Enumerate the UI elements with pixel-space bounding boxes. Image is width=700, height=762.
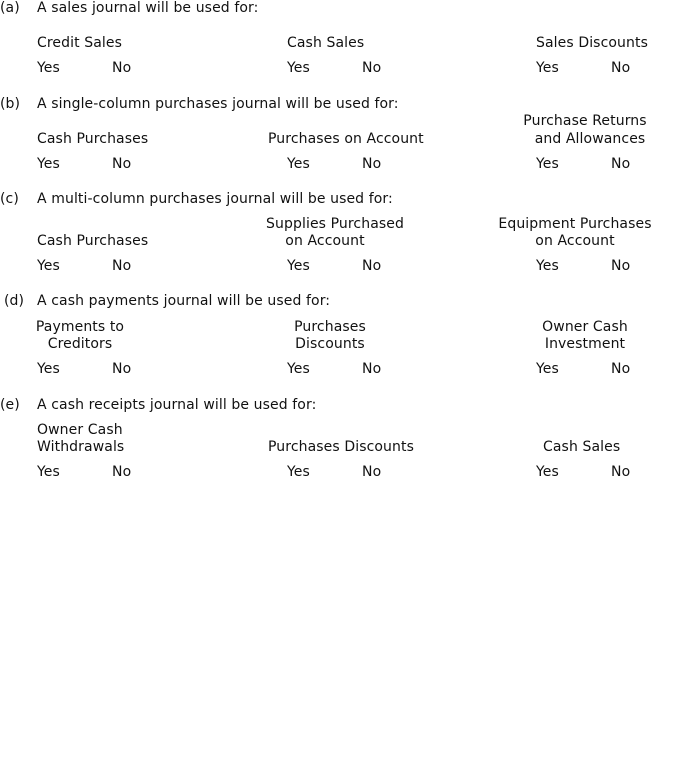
- item-label-cash-sales: Cash Sales: [287, 35, 365, 51]
- no-option[interactable]: No: [611, 258, 631, 274]
- section-letter: (a): [0, 0, 20, 16]
- no-option[interactable]: No: [112, 361, 132, 377]
- item-label-equipment-purchases-line1: Equipment Purchases: [498, 216, 652, 232]
- item-label-purchase-returns-line2: and Allowances: [534, 131, 646, 147]
- yes-option[interactable]: Yes: [536, 258, 559, 274]
- yes-option[interactable]: Yes: [287, 60, 310, 76]
- section-letter: (e): [0, 397, 20, 413]
- item-label-cash-purchases: Cash Purchases: [37, 131, 149, 147]
- item-label-cash-purchases: Cash Purchases: [37, 233, 149, 249]
- item-label-purchases-discounts-line2: Discounts: [295, 336, 365, 352]
- section-letter: (c): [0, 191, 19, 207]
- yes-option[interactable]: Yes: [287, 464, 310, 480]
- item-label-sales-discounts: Sales Discounts: [536, 35, 648, 51]
- question-text: A multi-column purchases journal will be used for:: [37, 191, 393, 207]
- no-option[interactable]: No: [112, 60, 132, 76]
- yes-option[interactable]: Yes: [287, 361, 310, 377]
- no-option[interactable]: No: [611, 361, 631, 377]
- item-label-payments-to-creditors-line2: Creditors: [47, 336, 113, 352]
- yes-option[interactable]: Yes: [536, 60, 559, 76]
- no-option[interactable]: No: [362, 156, 382, 172]
- item-label-owner-cash-withdrawals-line2: Withdrawals: [37, 439, 125, 455]
- item-label-supplies-purchased-line1: Supplies Purchased: [266, 216, 404, 232]
- item-label-owner-cash-investment-line1: Owner Cash: [542, 319, 628, 335]
- yes-option[interactable]: Yes: [536, 464, 559, 480]
- no-option[interactable]: No: [112, 464, 132, 480]
- no-option[interactable]: No: [611, 156, 631, 172]
- yes-option[interactable]: Yes: [536, 156, 559, 172]
- no-option[interactable]: No: [362, 60, 382, 76]
- item-label-purchases-discounts: Purchases Discounts: [268, 439, 414, 455]
- no-option[interactable]: No: [112, 156, 132, 172]
- item-label-owner-cash-investment-line2: Investment: [544, 336, 626, 352]
- item-label-supplies-purchased-line2: on Account: [285, 233, 365, 249]
- yes-option[interactable]: Yes: [287, 258, 310, 274]
- question-text: A sales journal will be used for:: [37, 0, 259, 16]
- item-label-purchases-on-account: Purchases on Account: [268, 131, 424, 147]
- no-option[interactable]: No: [362, 464, 382, 480]
- no-option[interactable]: No: [611, 60, 631, 76]
- yes-option[interactable]: Yes: [287, 156, 310, 172]
- no-option[interactable]: No: [362, 258, 382, 274]
- item-label-purchase-returns-line1: Purchase Returns: [523, 113, 647, 129]
- item-label-payments-to-creditors-line1: Payments to: [35, 319, 125, 335]
- yes-option[interactable]: Yes: [536, 361, 559, 377]
- item-label-owner-cash-withdrawals-line1: Owner Cash: [37, 422, 123, 438]
- yes-option[interactable]: Yes: [37, 156, 60, 172]
- item-label-equipment-purchases-line2: on Account: [535, 233, 615, 249]
- yes-option[interactable]: Yes: [37, 258, 60, 274]
- no-option[interactable]: No: [112, 258, 132, 274]
- yes-option[interactable]: Yes: [37, 60, 60, 76]
- section-letter: (d): [4, 293, 25, 309]
- section-letter: (b): [0, 96, 21, 112]
- question-text: A cash payments journal will be used for:: [37, 293, 331, 309]
- yes-option[interactable]: Yes: [37, 464, 60, 480]
- item-label-credit-sales: Credit Sales: [37, 35, 123, 51]
- yes-option[interactable]: Yes: [37, 361, 60, 377]
- question-text: A single-column purchases journal will be used for:: [37, 96, 399, 112]
- item-label-cash-sales: Cash Sales: [543, 439, 621, 455]
- question-text: A cash receipts journal will be used for:: [37, 397, 317, 413]
- no-option[interactable]: No: [362, 361, 382, 377]
- no-option[interactable]: No: [611, 464, 631, 480]
- item-label-purchases-discounts-line1: Purchases: [294, 319, 366, 335]
